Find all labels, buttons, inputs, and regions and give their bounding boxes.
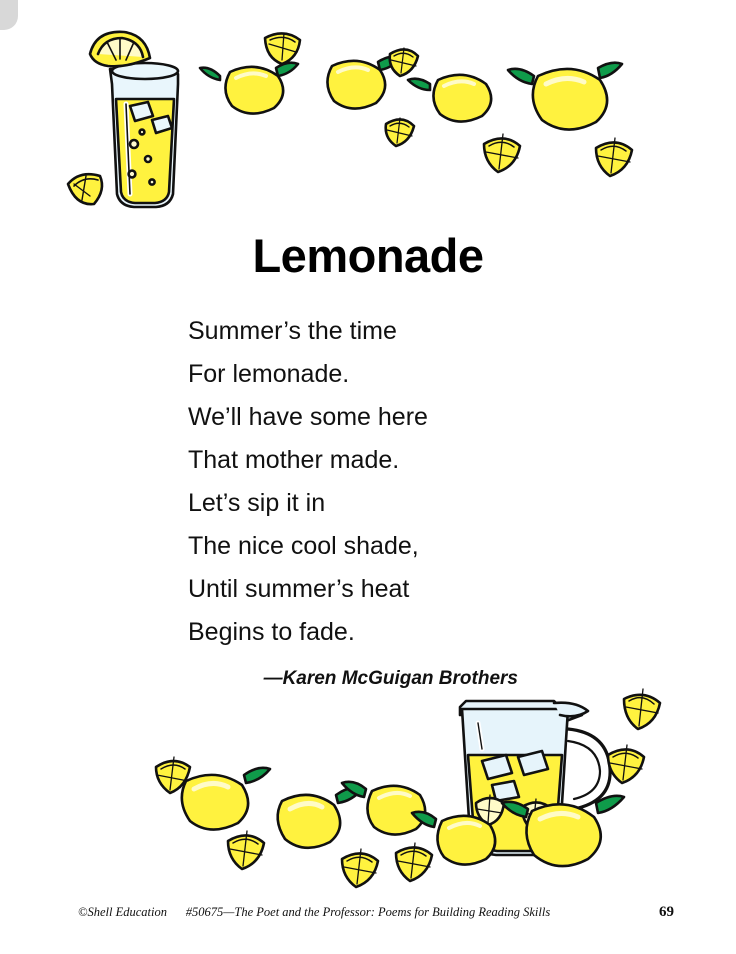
lemonade-glass-and-lemons-illustration [60,24,680,224]
lemonade-pitcher-and-lemons-illustration [130,685,690,900]
poem-line: The nice cool shade, [188,532,419,560]
poem-text [188,310,608,654]
poem-line: Begins to fade. [188,618,355,646]
poem-attribution: —Karen McGuigan Brothers [263,668,518,689]
footer-publisher: ©Shell Education [78,905,167,919]
footer-source: #50675—The Poet and the Professor: Poems for Building Reading Skills [185,905,551,919]
page-corner-mark [0,0,18,30]
poem-line: We’ll have some here [188,403,428,431]
poem-line: Let’s sip it in [188,489,326,517]
page-title: Lemonade [252,229,484,282]
footer-page-number: 69 [659,904,674,920]
poem-line: That mother made. [188,446,400,474]
poem-line: For lemonade. [188,360,350,388]
poem-line: Summer’s the time [188,317,397,345]
page-footer [0,905,736,935]
poem-line: Until summer’s heat [188,575,410,603]
